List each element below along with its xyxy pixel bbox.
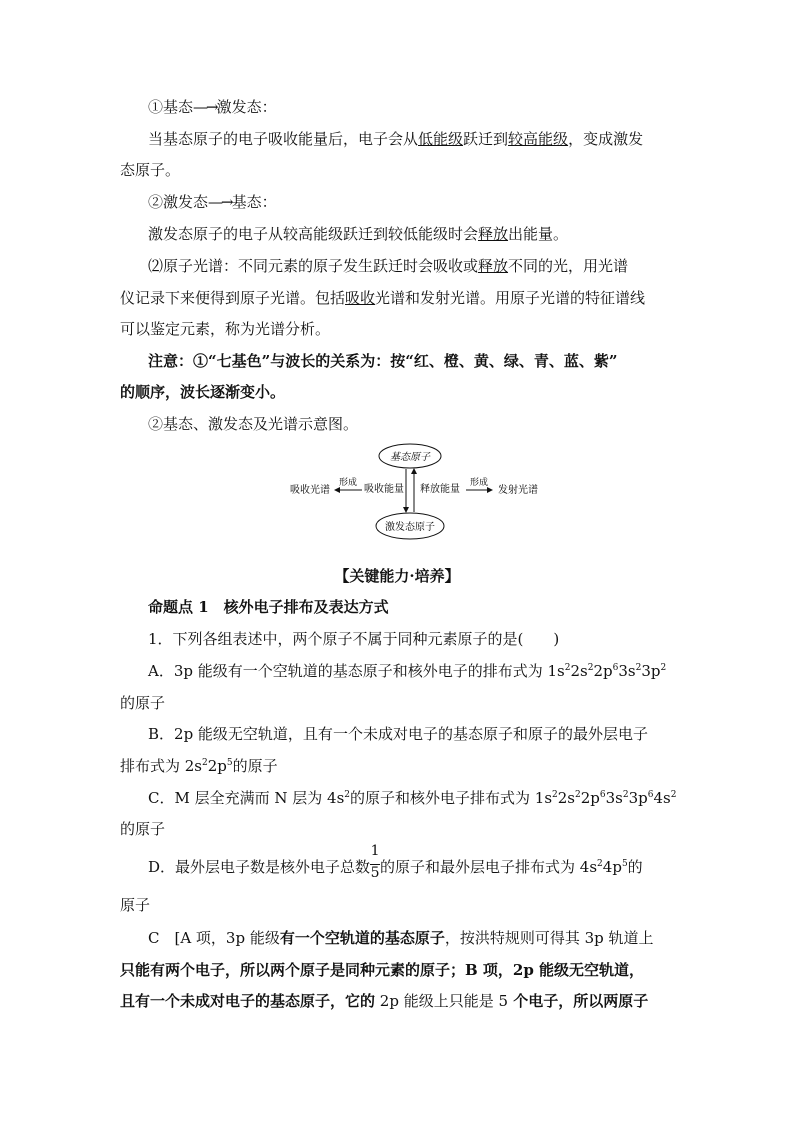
text-run: 激发态原子的电子从较高能级跃迁到较低能级时会 bbox=[148, 225, 479, 243]
text-run: 5 bbox=[498, 992, 509, 1010]
fraction bbox=[370, 843, 380, 881]
text-run: 的原子 bbox=[232, 757, 278, 775]
text-run: 1 bbox=[370, 843, 380, 859]
option-b-line-1: B．2p 能级无空轨道，且有一个未成对电子的基态原子和原子的最外层电子 bbox=[148, 725, 648, 743]
text-run: 光谱和发射光谱。用原子光谱的特征谱线 bbox=[375, 289, 646, 307]
spectrum-diagram bbox=[280, 440, 550, 544]
text-run: 2p 能级上只能是 bbox=[375, 992, 499, 1010]
underlined-term: 较高能级 bbox=[508, 130, 569, 148]
option-c-line-1: C．M 层全充满而 N 层为 $4s^2$的原子和核外电子排布式为 $1s^22s^22p^63s^23p^64s^2$ bbox=[148, 789, 677, 807]
option-b-line-2: 排布式为 $2s^22p^5$的原子 bbox=[120, 757, 278, 775]
text-run: 当基态原子的电子吸收能量后，电子会从 bbox=[148, 130, 419, 148]
question-stem: 1．下列各组表述中，两个原子不属于同种元素原子的是( ) bbox=[148, 630, 560, 648]
option-d-line-2: 原子 bbox=[120, 896, 151, 914]
text-run: 个电子，所以两原子 bbox=[508, 992, 649, 1010]
text-run: ⑵原子光谱：不同元素的原子发生跃迁时会吸收或 bbox=[148, 257, 479, 275]
text-run: 有一个空轨道的基态原子 bbox=[279, 929, 445, 947]
item2-heading bbox=[148, 192, 680, 212]
transition-arrow: —→ bbox=[208, 193, 232, 211]
ground-state-label: 基态原子 bbox=[390, 452, 430, 463]
answer-line-1 bbox=[148, 928, 680, 948]
text-run: 的 bbox=[627, 858, 643, 876]
text-run: 跃迁到 bbox=[463, 130, 509, 148]
paragraph-3-line-2 bbox=[120, 288, 680, 308]
note-2: ②基态、激发态及光谱示意图。 bbox=[148, 415, 359, 433]
text-run: 5 bbox=[370, 865, 380, 881]
option-d-line-1: D．最外层电子数是核外电子总数 $\frac{1}{5}$ 的原子和最外层电子排布式为 $4s^24p^5$的 bbox=[148, 843, 643, 881]
text-run: 的原子和核外电子排布式为 1s bbox=[350, 789, 553, 807]
underlined-term: 低能级 bbox=[418, 130, 464, 148]
item2-to: 基态： bbox=[231, 193, 277, 211]
paragraph-3-line-1 bbox=[148, 256, 680, 276]
underlined-term: 释放 bbox=[478, 257, 509, 275]
paragraph-1-line-2: 态原子。 bbox=[120, 161, 181, 179]
text-run: ，按洪特规则可得其 3p 轨道上 bbox=[444, 929, 654, 947]
note-line-1: 注意：①“七基色”与波长的关系为：按“红、橙、黄、绿、青、蓝、紫” bbox=[148, 352, 618, 370]
text-run: 出能量。 bbox=[508, 225, 569, 243]
text-run: 排布式为 2s bbox=[120, 757, 203, 775]
release-energy-label: 释放能量 bbox=[420, 484, 460, 495]
absorb-energy-label: 吸收能量 bbox=[364, 484, 404, 495]
option-c-line-2: 的原子 bbox=[120, 820, 166, 838]
text-run: 命题点 1 核外电子排布及表达方式 bbox=[148, 598, 389, 616]
item1-from: ①基态 bbox=[148, 98, 194, 116]
answer-line-2: 只能有两个电子，所以两个原子是同种元素的原子；B 项，2p 能级无空轨道， bbox=[120, 961, 645, 979]
option-a-line-2: 的原子 bbox=[120, 694, 166, 712]
item1-heading bbox=[148, 97, 680, 117]
underlined-term: 吸收 bbox=[345, 289, 376, 307]
excited-state-label: 激发态原子 bbox=[385, 522, 435, 533]
text-run: 仪记录下来便得到原子光谱。包括 bbox=[120, 289, 346, 307]
note-line-2: 的顺序，波长逐渐变小。 bbox=[120, 383, 286, 401]
item1-to: 激发态： bbox=[216, 98, 277, 116]
topic-heading bbox=[148, 597, 680, 617]
form-left-label: 形成 bbox=[338, 478, 358, 488]
text-run: A．3p 能级有一个空轨道的基态原子和核外电子的排布式为 1s bbox=[148, 662, 565, 680]
underlined-term: 释放 bbox=[478, 225, 509, 243]
text-run: C．M 层全充满而 N 层为 4s bbox=[148, 789, 345, 807]
text-run: 且有一个未成对电子的基态原子，它的 bbox=[120, 992, 376, 1010]
option-a-line-1: A．3p 能级有一个空轨道的基态原子和核外电子的排布式为 $1s^22s^22p^63s^23p^2$ bbox=[148, 662, 667, 680]
text-run: C [A 项，3p 能级 bbox=[148, 929, 280, 947]
transition-arrow: —→ bbox=[193, 98, 217, 116]
text-run: ，变成激发 bbox=[568, 130, 644, 148]
text-run: 的原子和最外层电子排布式为 4s bbox=[380, 858, 598, 876]
item2-from: ②激发态 bbox=[148, 193, 209, 211]
paragraph-3-line-3: 可以鉴定元素，称为光谱分析。 bbox=[120, 320, 331, 338]
text-run: 不同的光，用光谱 bbox=[508, 257, 629, 275]
form-right-label: 形成 bbox=[469, 478, 489, 488]
emit-spectrum-label: 发射光谱 bbox=[498, 485, 538, 496]
section-title: 【关键能力·培养】 bbox=[334, 567, 460, 585]
text-run: D．最外层电子数是核外电子总数 bbox=[148, 858, 371, 876]
paragraph-1-line-1 bbox=[148, 129, 680, 149]
answer-line-3 bbox=[120, 991, 680, 1011]
paragraph-2 bbox=[148, 224, 680, 244]
absorb-spectrum-label: 吸收光谱 bbox=[290, 485, 330, 496]
